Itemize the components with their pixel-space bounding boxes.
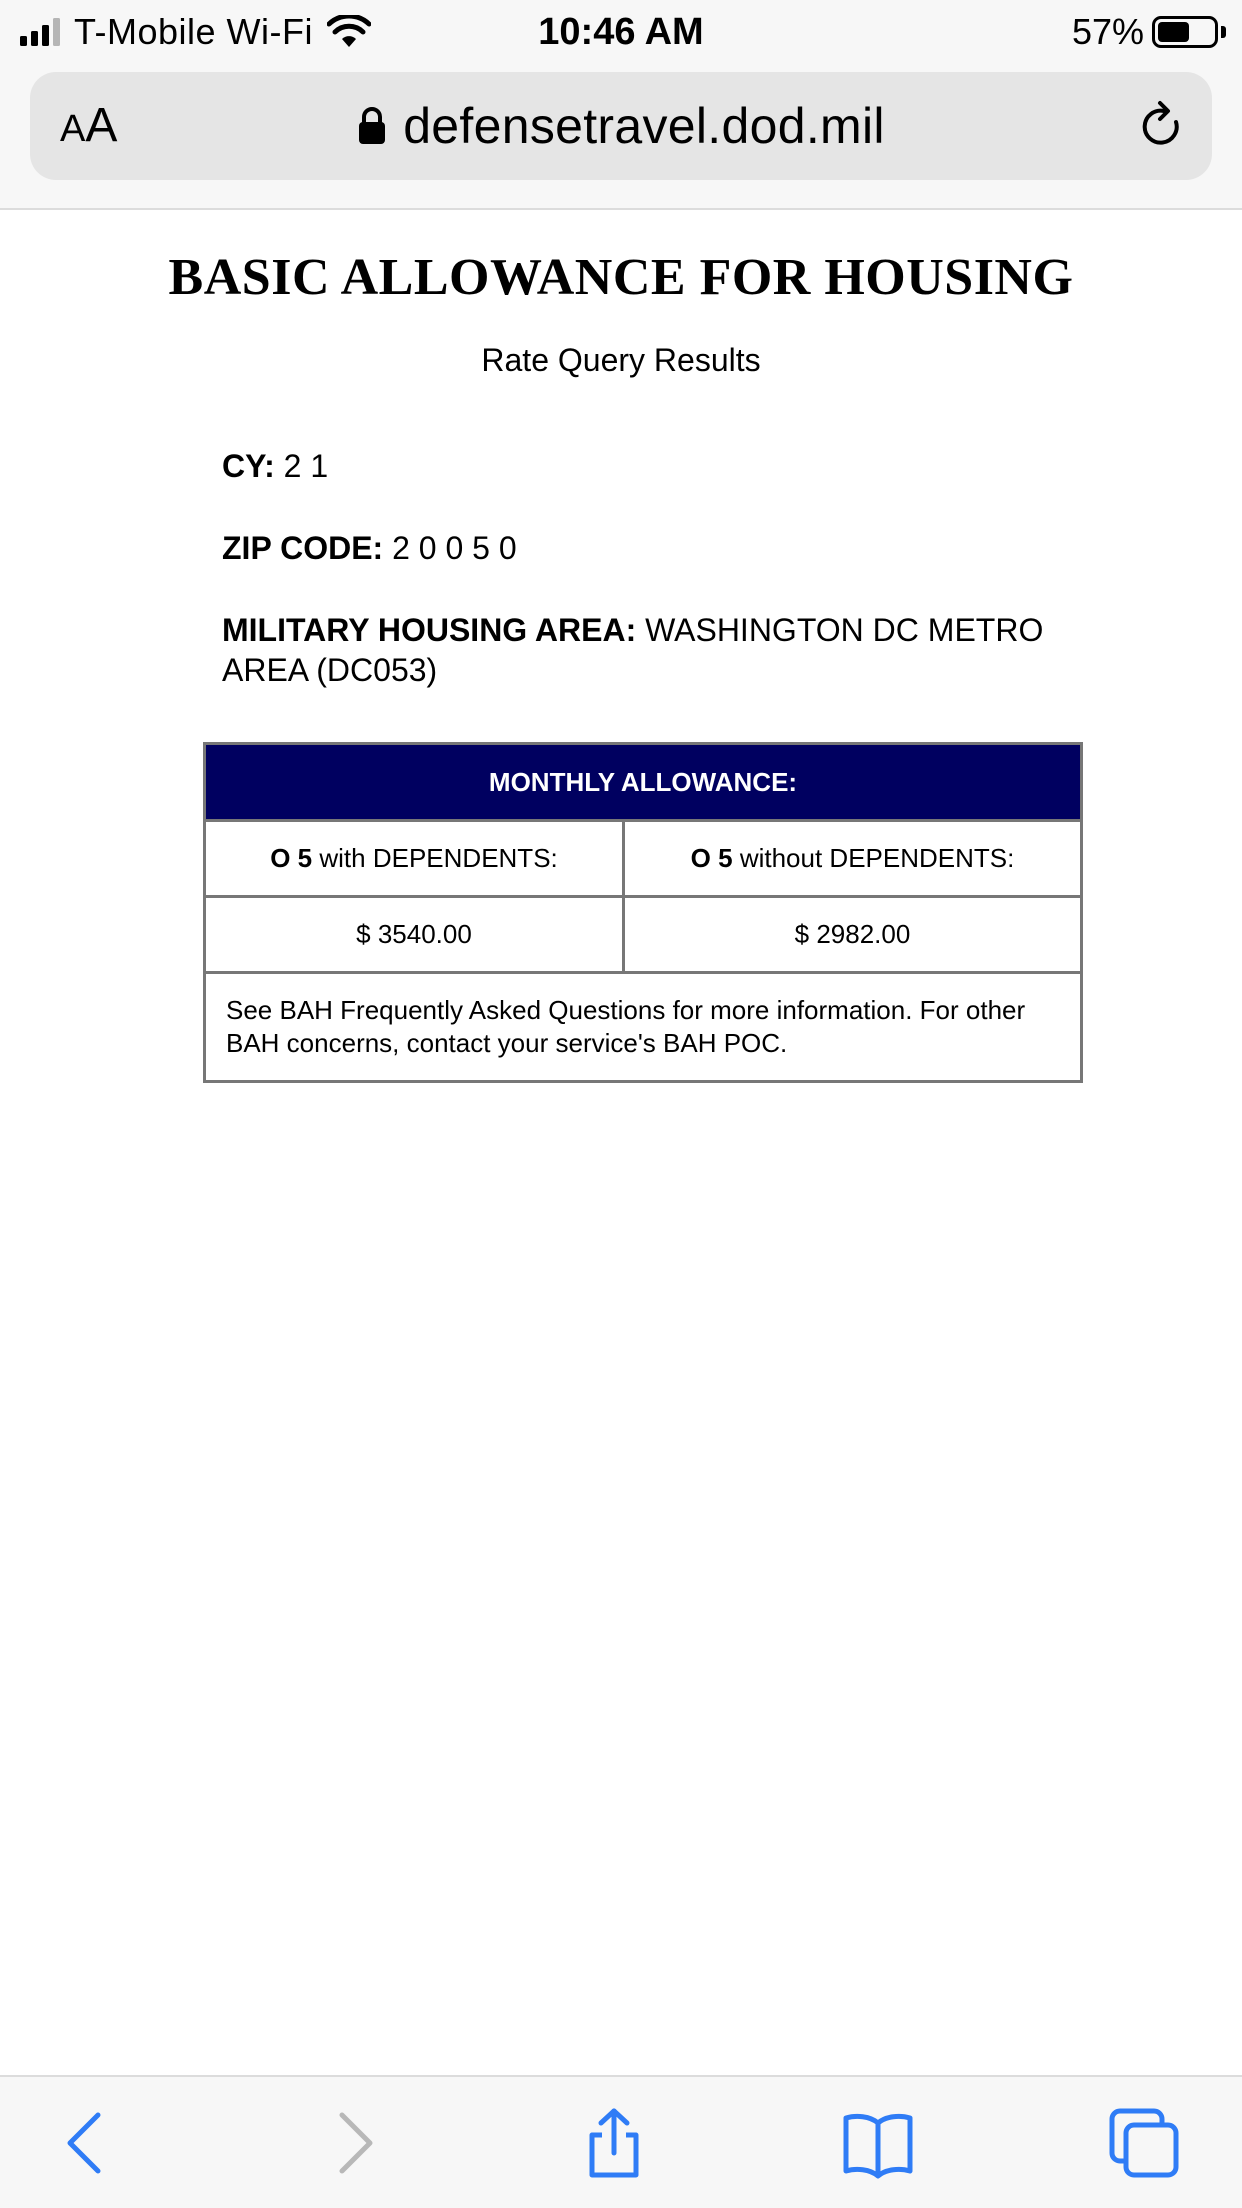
without-dependents-value: $ 2982.00 [624, 897, 1082, 973]
aa-large-letter: A [85, 99, 118, 152]
carrier-name: T-Mobile Wi-Fi [74, 11, 313, 52]
cy-value: 2 1 [283, 448, 329, 484]
page-subtitle: Rate Query Results [481, 342, 761, 378]
back-icon[interactable] [50, 2107, 122, 2179]
lock-icon [357, 106, 387, 146]
table-row [205, 973, 1082, 1082]
zip-label: ZIP CODE: [222, 530, 384, 566]
share-icon[interactable] [578, 2107, 650, 2179]
url-text: defensetravel.dod.mil [403, 98, 885, 154]
battery-percent: 57% [1071, 11, 1144, 52]
tabs-icon[interactable] [1108, 2107, 1180, 2179]
mha-label: MILITARY HOUSING AREA: [222, 612, 637, 648]
table-row [205, 821, 1082, 897]
mha-line [222, 610, 1082, 690]
table-row [205, 897, 1082, 973]
bah-note: See BAH Frequently Asked Questions for more information. For other BAH concerns, contact your service's BAH POC. [205, 973, 1082, 1082]
url-display[interactable] [30, 72, 1212, 180]
bookmarks-icon[interactable] [842, 2107, 914, 2179]
col1-label: with DEPENDENTS: [319, 843, 558, 873]
browser-url-area [0, 62, 1242, 210]
reload-icon[interactable] [1136, 100, 1188, 152]
with-dependents-header [205, 821, 624, 897]
status-right [1072, 8, 1226, 56]
browser-toolbar [0, 2075, 1242, 2208]
allowance-table [203, 742, 1083, 1083]
with-dependents-value: $ 3540.00 [205, 897, 624, 973]
col1-grade: O 5 [270, 843, 313, 873]
zip-line [222, 528, 1082, 568]
mha-value: WASHINGTON DC METRO AREA (DC053) [222, 612, 1044, 688]
battery-cap [1221, 26, 1226, 38]
cy-line [222, 446, 1082, 486]
zip-value: 2 0 0 5 0 [392, 530, 517, 566]
cy-label: CY: [222, 448, 275, 484]
col2-label: without DEPENDENTS: [739, 843, 1015, 873]
battery-fill [1158, 22, 1189, 42]
table-header-row [205, 744, 1082, 821]
status-time: 10:46 AM [538, 11, 704, 53]
without-dependents-header [624, 821, 1082, 897]
page-title: BASIC ALLOWANCE FOR HOUSING [168, 249, 1074, 306]
address-bar[interactable] [30, 72, 1212, 180]
col2-grade: O 5 [690, 843, 733, 873]
status-bar [0, 0, 1242, 62]
battery-icon [1152, 16, 1218, 48]
monthly-allowance-header: MONTHLY ALLOWANCE: [205, 744, 1082, 821]
aa-small-letter: A [60, 108, 86, 150]
forward-icon [318, 2107, 390, 2179]
